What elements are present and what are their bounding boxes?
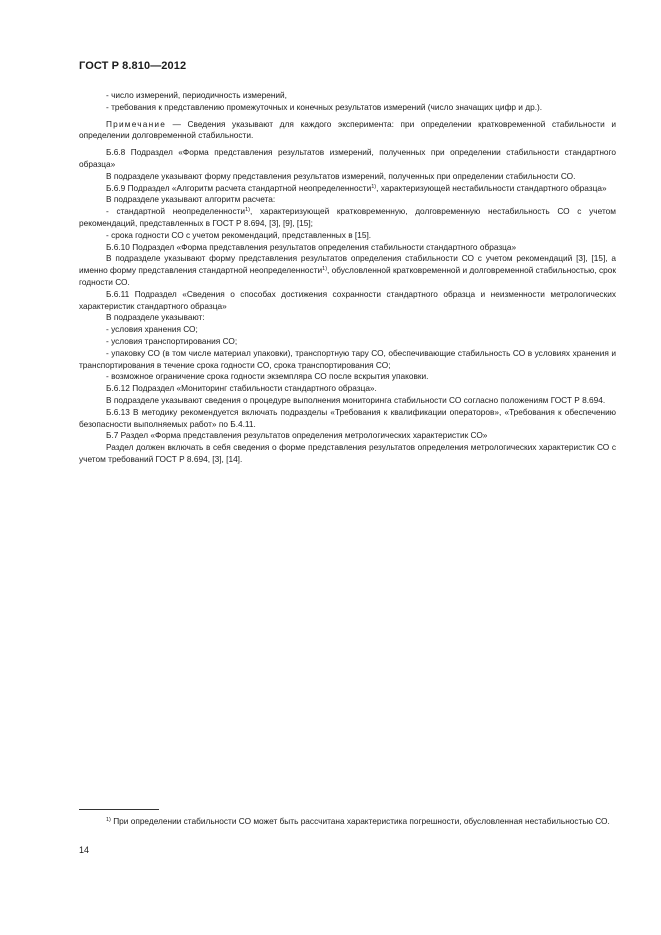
document-header: ГОСТ Р 8.810—2012: [79, 60, 187, 72]
section-heading: Б.6.8 Подраздел «Форма представления результатов измерений, полученных при определении стабильности стандартного образца»: [79, 147, 616, 169]
body-paragraph: В подразделе указывают алгоритм расчета:: [106, 194, 276, 205]
footnote-marker: 1): [106, 817, 111, 823]
footnote-divider: [79, 809, 159, 810]
footnote-text: При определении стабильности СО может быть рассчитана характеристика погрешности, обусловленная нестабильностью СО.: [110, 816, 610, 826]
section-heading: Б.6.9 Подраздел «Алгоритм расчета стандартной неопределенности$^{1)}$, характеризующей нестабильности стандартного образца»: [106, 182, 607, 193]
list-item: - упаковку СО (в том числе материал упаковки), транспортную тару СО, обеспечивающие стабильность СО в условиях хранения и транспортирования в течение срока годности СО, срока транспортирования СО;: [79, 347, 616, 370]
note-text: — Сведения указывают для каждого эксперимента: при определении кратковременной стабильности и определении долговременной стабильности.: [79, 118, 616, 141]
list-item: - условия транспортирования СО;: [106, 335, 238, 346]
body-paragraph: В подразделе указывают форму представления результатов измерений, полученных при определении стабильности СО.: [106, 170, 576, 181]
footnote-ref: 1): [245, 207, 250, 214]
footnote-ref: 1): [322, 266, 328, 273]
section-heading: Б.6.13 В методику рекомендуется включать подразделы «Требования к квалификации операторов», «Требования к обеспечению безопасности выполняемых работ» по Б.4.11.: [79, 406, 616, 429]
note-label: Примечание: [106, 118, 167, 129]
body-paragraph: В подразделе указывают:: [106, 312, 205, 323]
page-number: 14: [79, 845, 90, 855]
document-body: [79, 90, 616, 466]
section-heading: Б.6.12 Подраздел «Мониторинг стабильности стандартного образца».: [106, 383, 377, 394]
body-paragraph: Раздел должен включать в себя сведения о форме представления результатов определения метрологических характеристик СО с учетом требований ГОСТ Р 8.694, [3], [14].: [79, 442, 616, 464]
list-item: - срока годности СО с учетом рекомендаций, представленных в [15].: [106, 229, 372, 240]
list-item: - требования к представлению промежуточных и конечных результатов измерений (число значащих цифр и др.).: [106, 101, 543, 112]
section-heading: Б.7 Раздел «Форма представления результатов определения метрологических характеристик СО»: [106, 430, 488, 441]
note-paragraph: [79, 119, 616, 143]
section-heading: Б.6.10 Подраздел «Форма представления результатов определения стабильности стандартного образца»: [106, 241, 517, 252]
body-paragraph: В подразделе указывают форму представления результатов определения стабильности СО с учетом рекомендаций [3], [15], а именно форму представления стандартной неопределенности$^{1)}$, обусловленной кратковременной и долговременной стабильностью, срок годности СО.: [79, 253, 617, 287]
body-paragraph: В подразделе указывают сведения о процедуре выполнения мониторинга стабильности СО согласно положениям ГОСТ Р 8.694.: [106, 394, 606, 405]
section-heading: Б.6.11 Подраздел «Сведения о способах достижения сохранности стандартного образца и неизменности метрологических характеристик стандартного образца»: [79, 288, 616, 311]
list-item: - возможное ограничение срока годности экземпляра СО после вскрытия упаковки.: [106, 371, 429, 382]
list-item: - условия хранения СО;: [106, 324, 198, 335]
footnote-ref: 1): [371, 183, 377, 190]
footnote: [79, 816, 616, 828]
list-item: - число измерений, периодичность измерений,: [106, 90, 287, 100]
list-item: - стандартной неопределенности$^{1)}$, характеризующей кратковременную, долговременную нестабильность СО с учетом рекомендаций, представленных в ГОСТ Р 8.694, [3], [9], [15];: [79, 206, 616, 228]
